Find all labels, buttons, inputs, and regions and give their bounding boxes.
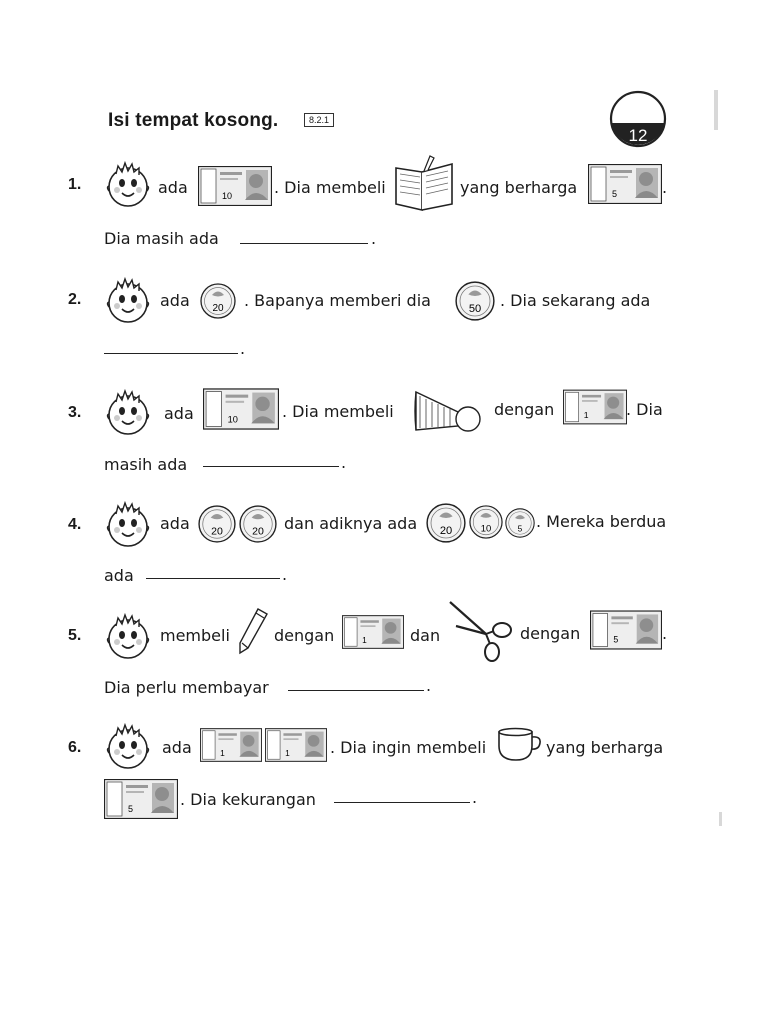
page-number-badge [609,90,667,148]
q1-line2: Dia masih ada [104,229,219,248]
period: . [341,453,347,472]
q4-text: dan adiknya ada [284,514,418,533]
banknote-icon [265,727,327,763]
q4-text: ada [160,514,190,533]
banknote-icon [588,164,662,204]
q6-text: ada [162,738,192,757]
answer-blank[interactable] [203,466,339,467]
q1-text: . Dia membeli [274,178,386,197]
boy-face-icon [104,500,152,548]
svg-text:1: 1 [583,410,589,421]
q1-text: yang berharga [460,178,578,197]
coin-icon [198,505,236,543]
period: . [472,788,478,807]
boy-face-icon [104,722,152,770]
answer-blank[interactable] [104,353,238,354]
boy-face-icon [104,612,152,660]
q3-text: . Dia membeli [282,402,394,421]
answer-blank[interactable] [288,690,424,691]
answer-blank[interactable] [146,578,280,579]
banknote-icon [203,388,279,430]
curriculum-code: 8.2.1 [304,113,334,127]
svg-text:5: 5 [128,804,134,814]
q5-text: dengan [274,626,335,645]
boy-face-icon [104,160,152,208]
answer-blank[interactable] [240,243,368,244]
pencil-icon [236,606,270,656]
page-title: Isi tempat kosong. [108,110,279,131]
question-number: 3. [68,404,82,421]
q3-text: . Dia [626,400,663,419]
coin-icon [200,283,236,319]
coin-icon [505,508,535,538]
banknote-icon [342,614,404,650]
svg-text:20: 20 [211,525,223,538]
q5-text: . [662,624,668,643]
period: . [282,565,288,584]
svg-text:5: 5 [517,523,523,534]
svg-text:1: 1 [285,747,290,758]
q5-text: dengan [520,624,581,643]
svg-text:1: 1 [220,747,225,758]
boy-face-icon [104,276,152,324]
q3-text: dengan [494,400,555,419]
question-number: 4. [68,516,82,533]
q1-text: . [662,178,668,197]
question-number: 6. [68,739,82,756]
q4-text: . Mereka berdua [536,512,667,531]
svg-text:10: 10 [480,523,492,535]
q6-text: . Dia ingin membeli [330,738,487,757]
banknote-icon [104,779,178,819]
svg-text:50: 50 [468,303,482,316]
coin-icon [239,505,277,543]
q2-text: . Bapanya memberi dia [244,291,431,310]
q4-line2: ada [104,566,134,585]
banknote-icon [563,389,627,425]
shuttlecock-icon [410,382,486,436]
q6-text: yang berharga [546,738,664,757]
question-number: 2. [68,291,82,308]
banknote-icon [198,166,272,206]
svg-text:1: 1 [362,634,367,645]
q5-line2: Dia perlu membayar [104,678,269,697]
svg-text:20: 20 [212,303,224,314]
page-number: 12 [628,126,648,145]
boy-face-icon [104,388,152,436]
question-number: 5. [68,627,82,644]
svg-text:20: 20 [252,525,264,538]
svg-text:20: 20 [439,525,453,538]
scan-mark [719,812,722,826]
period: . [240,339,246,358]
svg-text:5: 5 [613,634,619,645]
book-icon [392,154,456,212]
coin-icon [455,281,495,321]
coin-icon [469,505,503,539]
cup-icon [496,726,542,762]
q3-text: ada [164,404,194,423]
period: . [371,229,377,248]
period: . [426,676,432,695]
scan-mark [714,90,718,130]
banknote-icon [200,727,262,763]
q2-text: . Dia sekarang ada [500,291,651,310]
q1-text: ada [158,178,188,197]
q5-text: membeli [160,626,230,645]
scissors-icon [446,598,514,666]
q5-text: dan [410,626,441,645]
q6-line2: . Dia kekurangan [180,790,316,809]
question-number: 1. [68,176,82,193]
banknote-icon [590,608,662,652]
svg-text:10: 10 [222,191,233,201]
svg-text:10: 10 [227,414,238,425]
coin-icon [426,503,466,543]
answer-blank[interactable] [334,802,470,803]
q3-line2: masih ada [104,455,188,474]
q2-text: ada [160,291,190,310]
svg-text:5: 5 [612,189,618,199]
